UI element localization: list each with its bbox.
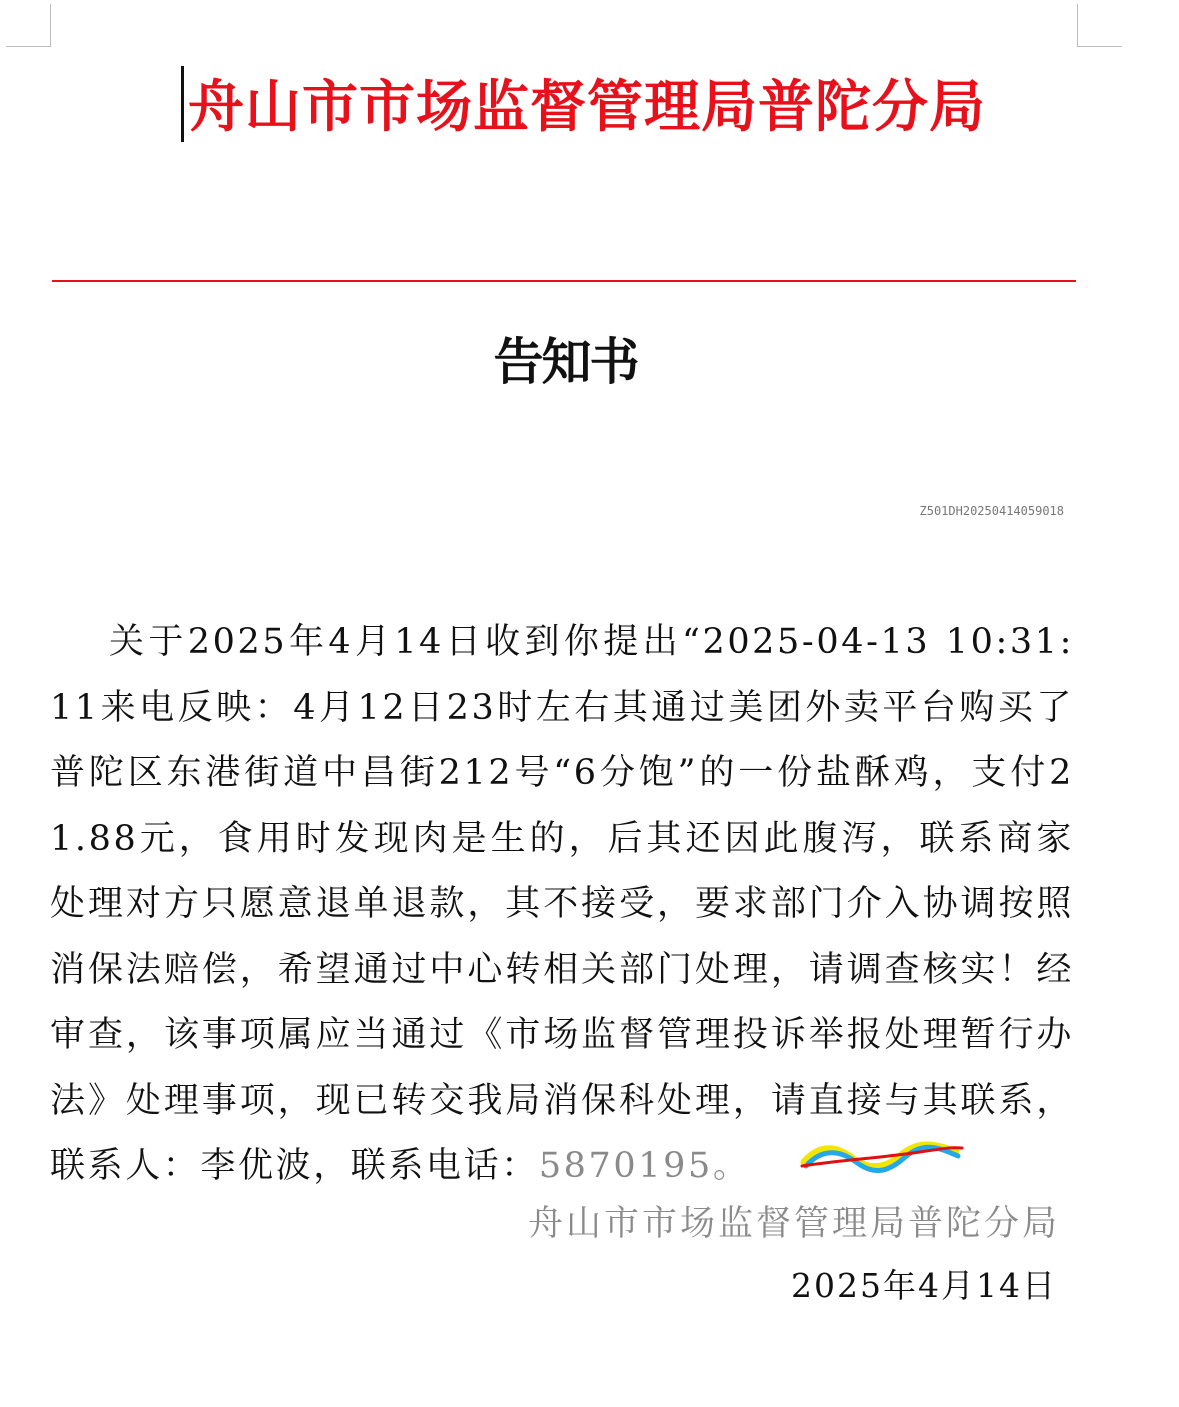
signature-date[interactable]: 2025年4月14日 (791, 1266, 1057, 1305)
signature-organization[interactable]: 舟山市市场监督管理局普陀分局 (527, 1204, 1060, 1244)
redaction-scribble (800, 1136, 964, 1180)
document-number[interactable]: Z501DH20250414059018 (919, 504, 1064, 518)
crop-mark-top-right (1077, 4, 1122, 47)
crop-mark-top-left (6, 4, 51, 47)
text-cursor (181, 66, 184, 142)
redaction-scribble-icon (800, 1136, 964, 1180)
document-title[interactable]: 告知书 (493, 333, 638, 391)
body-paragraph[interactable] (50, 610, 1074, 1200)
body-text: 关于2025年4月14日收到你提出“2025-04-13 10:31:11来电反映：4月12日23时左右其通过美团外卖平台购买了普陀区东港街道中昌街212号“6分饱”的一份盐酥鸡，支付21.88元，食用时发现肉是生的，后其还因此腹泻，联系商家处理对方只愿意退单退款，其不接受，要求部门介入协调按照消保法赔偿，希望通过中心转相关部门处理，请调查核实！经审查，该事项属应当通过《市场监督管理投诉举报处理暂行办法》处理事项，现已转交我局消保科处理，请直接与其联系，联系人：李优波，联系电话： (50, 622, 1074, 1186)
phone-number-redacted: 5870195。 (538, 1146, 751, 1186)
red-divider-line (52, 280, 1076, 282)
org-header[interactable]: 舟山市市场监督管理局普陀分局 (188, 74, 986, 140)
